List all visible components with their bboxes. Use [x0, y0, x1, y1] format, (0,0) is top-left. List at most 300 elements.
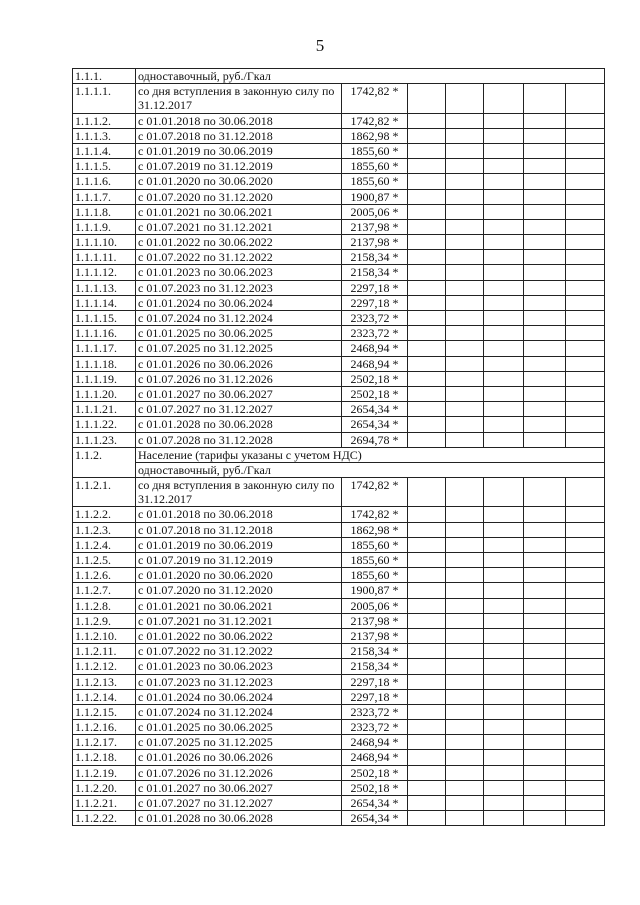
empty-cell: [408, 84, 446, 113]
empty-cell: [446, 326, 484, 341]
empty-cell: [566, 84, 605, 113]
empty-cell: [408, 507, 446, 522]
empty-cell: [408, 143, 446, 158]
empty-cell: [566, 780, 605, 795]
empty-cell: [408, 326, 446, 341]
empty-cell: [408, 235, 446, 250]
empty-cell: [524, 522, 566, 537]
empty-cell: [566, 159, 605, 174]
tariff-value: 2137,98 *: [342, 613, 408, 628]
empty-cell: [484, 796, 524, 811]
empty-cell: [408, 537, 446, 552]
empty-cell: [566, 128, 605, 143]
table-row: [73, 537, 605, 552]
empty-cell: [408, 689, 446, 704]
table-row: [73, 386, 605, 401]
item-code: 1.1.2.5.: [73, 553, 136, 568]
table-row: [73, 507, 605, 522]
table-row: [73, 613, 605, 628]
validity-period: с 01.07.2026 по 31.12.2026: [136, 371, 342, 386]
empty-cell: [566, 356, 605, 371]
table-row: [73, 341, 605, 356]
validity-period: с 01.01.2022 по 30.06.2022: [136, 628, 342, 643]
empty-cell: [566, 704, 605, 719]
empty-cell: [408, 295, 446, 310]
empty-cell: [566, 568, 605, 583]
tariff-value: 2654,34 *: [342, 796, 408, 811]
empty-cell: [484, 159, 524, 174]
item-code: 1.1.2.9.: [73, 613, 136, 628]
empty-cell: [446, 128, 484, 143]
validity-period: с 01.01.2025 по 30.06.2025: [136, 326, 342, 341]
empty-cell: [566, 295, 605, 310]
tariff-table-body: [73, 69, 605, 826]
validity-period: с 01.07.2023 по 31.12.2023: [136, 280, 342, 295]
validity-period: с 01.01.2024 по 30.06.2024: [136, 689, 342, 704]
group-code: 1.1.2.: [73, 447, 136, 477]
page-number: 5: [315, 36, 325, 55]
empty-cell: [484, 478, 524, 507]
empty-cell: [566, 204, 605, 219]
empty-cell: [446, 386, 484, 401]
empty-cell: [524, 568, 566, 583]
empty-cell: [446, 432, 484, 447]
empty-cell: [408, 598, 446, 613]
empty-cell: [566, 219, 605, 234]
validity-period: со дня вступления в законную силу по 31.12.2017: [136, 84, 342, 113]
tariff-value: 2502,18 *: [342, 386, 408, 401]
empty-cell: [484, 735, 524, 750]
tariff-value: 2323,72 *: [342, 720, 408, 735]
table-row: [73, 311, 605, 326]
empty-cell: [408, 674, 446, 689]
empty-cell: [408, 704, 446, 719]
tariff-value: 2323,72 *: [342, 311, 408, 326]
empty-cell: [524, 735, 566, 750]
validity-period: с 01.07.2022 по 31.12.2022: [136, 644, 342, 659]
empty-cell: [524, 84, 566, 113]
empty-cell: [408, 613, 446, 628]
empty-cell: [524, 750, 566, 765]
item-code: 1.1.2.6.: [73, 568, 136, 583]
item-code: 1.1.2.15.: [73, 704, 136, 719]
empty-cell: [446, 750, 484, 765]
validity-period: с 01.07.2024 по 31.12.2024: [136, 311, 342, 326]
empty-cell: [446, 674, 484, 689]
empty-cell: [446, 143, 484, 158]
validity-period: с 01.07.2025 по 31.12.2025: [136, 735, 342, 750]
tariff-value: 2297,18 *: [342, 295, 408, 310]
item-code: 1.1.2.19.: [73, 765, 136, 780]
empty-cell: [484, 553, 524, 568]
tariff-value: 1855,60 *: [342, 159, 408, 174]
empty-cell: [446, 174, 484, 189]
empty-cell: [408, 796, 446, 811]
empty-cell: [484, 219, 524, 234]
table-row: [73, 432, 605, 447]
section-code: 1.1.1.: [73, 69, 136, 84]
group-title: Население (тарифы указаны с учетом НДС): [136, 447, 605, 462]
empty-cell: [446, 628, 484, 643]
empty-cell: [524, 235, 566, 250]
tariff-value: 1862,98 *: [342, 522, 408, 537]
empty-cell: [484, 780, 524, 795]
empty-cell: [408, 583, 446, 598]
empty-cell: [566, 537, 605, 552]
validity-period: с 01.07.2026 по 31.12.2026: [136, 765, 342, 780]
empty-cell: [524, 219, 566, 234]
validity-period: с 01.01.2028 по 30.06.2028: [136, 811, 342, 826]
table-row: [73, 553, 605, 568]
empty-cell: [524, 780, 566, 795]
empty-cell: [524, 478, 566, 507]
empty-cell: [566, 750, 605, 765]
item-code: 1.1.1.17.: [73, 341, 136, 356]
item-code: 1.1.1.8.: [73, 204, 136, 219]
table-row: [73, 235, 605, 250]
tariff-value: 2137,98 *: [342, 219, 408, 234]
empty-cell: [484, 356, 524, 371]
empty-cell: [524, 628, 566, 643]
tariff-value: 2297,18 *: [342, 280, 408, 295]
empty-cell: [524, 583, 566, 598]
empty-cell: [446, 598, 484, 613]
empty-cell: [446, 553, 484, 568]
tariff-value: 1855,60 *: [342, 553, 408, 568]
table-row: [73, 265, 605, 280]
table-row: [73, 765, 605, 780]
table-row: [73, 174, 605, 189]
table-row: [73, 674, 605, 689]
empty-cell: [566, 432, 605, 447]
item-code: 1.1.1.21.: [73, 402, 136, 417]
empty-cell: [408, 113, 446, 128]
empty-cell: [524, 402, 566, 417]
empty-cell: [408, 265, 446, 280]
empty-cell: [408, 659, 446, 674]
empty-cell: [446, 417, 484, 432]
tariff-value: 1855,60 *: [342, 174, 408, 189]
empty-cell: [446, 537, 484, 552]
tariff-value: 2158,34 *: [342, 659, 408, 674]
validity-period: с 01.01.2018 по 30.06.2018: [136, 113, 342, 128]
validity-period: с 01.07.2018 по 31.12.2018: [136, 128, 342, 143]
tariff-value: 2502,18 *: [342, 765, 408, 780]
tariff-value: 1855,60 *: [342, 143, 408, 158]
item-code: 1.1.1.6.: [73, 174, 136, 189]
empty-cell: [524, 553, 566, 568]
validity-period: с 01.07.2028 по 31.12.2028: [136, 432, 342, 447]
table-row: [73, 84, 605, 113]
empty-cell: [446, 219, 484, 234]
empty-cell: [408, 553, 446, 568]
table-row: [73, 644, 605, 659]
empty-cell: [484, 659, 524, 674]
empty-cell: [566, 674, 605, 689]
table-row: [73, 720, 605, 735]
empty-cell: [566, 326, 605, 341]
empty-cell: [566, 311, 605, 326]
validity-period: с 01.07.2021 по 31.12.2021: [136, 613, 342, 628]
empty-cell: [408, 811, 446, 826]
validity-period: с 01.01.2021 по 30.06.2021: [136, 598, 342, 613]
empty-cell: [408, 128, 446, 143]
table-row: [73, 402, 605, 417]
item-code: 1.1.2.18.: [73, 750, 136, 765]
empty-cell: [484, 417, 524, 432]
table-row: [73, 295, 605, 310]
empty-cell: [446, 356, 484, 371]
validity-period: с 01.01.2021 по 30.06.2021: [136, 204, 342, 219]
empty-cell: [566, 613, 605, 628]
item-code: 1.1.1.3.: [73, 128, 136, 143]
empty-cell: [446, 113, 484, 128]
group-subtitle-row: [73, 462, 605, 477]
empty-cell: [408, 720, 446, 735]
validity-period: с 01.01.2022 по 30.06.2022: [136, 235, 342, 250]
validity-period: со дня вступления в законную силу по 31.12.2017: [136, 478, 342, 507]
table-row: [73, 689, 605, 704]
empty-cell: [446, 371, 484, 386]
empty-cell: [524, 674, 566, 689]
empty-cell: [566, 796, 605, 811]
empty-cell: [566, 507, 605, 522]
item-code: 1.1.1.9.: [73, 219, 136, 234]
item-code: 1.1.1.7.: [73, 189, 136, 204]
empty-cell: [408, 644, 446, 659]
empty-cell: [446, 689, 484, 704]
empty-cell: [446, 720, 484, 735]
empty-cell: [524, 356, 566, 371]
table-row: [73, 371, 605, 386]
validity-period: с 01.07.2027 по 31.12.2027: [136, 796, 342, 811]
empty-cell: [524, 250, 566, 265]
empty-cell: [484, 265, 524, 280]
empty-cell: [446, 613, 484, 628]
empty-cell: [484, 750, 524, 765]
tariff-value: 2158,34 *: [342, 250, 408, 265]
tariff-value: 2468,94 *: [342, 341, 408, 356]
empty-cell: [446, 659, 484, 674]
empty-cell: [484, 644, 524, 659]
table-row: [73, 326, 605, 341]
tariff-table: [72, 68, 605, 826]
tariff-value: 1742,82 *: [342, 113, 408, 128]
group-subtitle: одноставочный, руб./Гкал: [136, 462, 605, 477]
table-row: [73, 417, 605, 432]
table-row: [73, 796, 605, 811]
validity-period: с 01.01.2027 по 30.06.2027: [136, 386, 342, 401]
empty-cell: [484, 174, 524, 189]
empty-cell: [408, 250, 446, 265]
empty-cell: [524, 341, 566, 356]
empty-cell: [524, 507, 566, 522]
table-row: [73, 128, 605, 143]
tariff-value: 1742,82 *: [342, 84, 408, 113]
empty-cell: [408, 478, 446, 507]
empty-cell: [446, 735, 484, 750]
item-code: 1.1.1.4.: [73, 143, 136, 158]
tariff-value: 1862,98 *: [342, 128, 408, 143]
tariff-value: 2158,34 *: [342, 265, 408, 280]
tariff-value: 2654,34 *: [342, 811, 408, 826]
empty-cell: [484, 204, 524, 219]
validity-period: с 01.07.2025 по 31.12.2025: [136, 341, 342, 356]
tariff-value: 2502,18 *: [342, 780, 408, 795]
item-code: 1.1.2.22.: [73, 811, 136, 826]
empty-cell: [566, 250, 605, 265]
empty-cell: [566, 235, 605, 250]
empty-cell: [524, 720, 566, 735]
tariff-value: 2654,34 *: [342, 402, 408, 417]
empty-cell: [408, 735, 446, 750]
empty-cell: [446, 796, 484, 811]
empty-cell: [484, 341, 524, 356]
empty-cell: [484, 522, 524, 537]
table-row: [73, 356, 605, 371]
empty-cell: [484, 189, 524, 204]
validity-period: с 01.01.2019 по 30.06.2019: [136, 537, 342, 552]
empty-cell: [566, 553, 605, 568]
validity-period: с 01.01.2018 по 30.06.2018: [136, 507, 342, 522]
table-row: [73, 280, 605, 295]
section-row: [73, 69, 605, 84]
table-row: [73, 704, 605, 719]
empty-cell: [484, 613, 524, 628]
empty-cell: [566, 720, 605, 735]
empty-cell: [524, 113, 566, 128]
empty-cell: [408, 204, 446, 219]
empty-cell: [484, 326, 524, 341]
item-code: 1.1.1.5.: [73, 159, 136, 174]
item-code: 1.1.2.7.: [73, 583, 136, 598]
empty-cell: [484, 811, 524, 826]
empty-cell: [408, 780, 446, 795]
table-row: [73, 811, 605, 826]
empty-cell: [446, 402, 484, 417]
empty-cell: [524, 371, 566, 386]
empty-cell: [566, 417, 605, 432]
empty-cell: [408, 189, 446, 204]
empty-cell: [524, 417, 566, 432]
tariff-value: 2297,18 *: [342, 674, 408, 689]
empty-cell: [484, 507, 524, 522]
empty-cell: [484, 311, 524, 326]
item-code: 1.1.2.14.: [73, 689, 136, 704]
empty-cell: [484, 537, 524, 552]
empty-cell: [524, 265, 566, 280]
item-code: 1.1.2.4.: [73, 537, 136, 552]
tariff-value: 1742,82 *: [342, 478, 408, 507]
empty-cell: [566, 189, 605, 204]
group-row: [73, 447, 605, 462]
table-row: [73, 735, 605, 750]
table-row: [73, 204, 605, 219]
empty-cell: [408, 371, 446, 386]
validity-period: с 01.01.2020 по 30.06.2020: [136, 568, 342, 583]
table-row: [73, 659, 605, 674]
empty-cell: [566, 628, 605, 643]
empty-cell: [566, 735, 605, 750]
item-code: 1.1.2.3.: [73, 522, 136, 537]
tariff-value: 2502,18 *: [342, 371, 408, 386]
empty-cell: [484, 583, 524, 598]
empty-cell: [566, 811, 605, 826]
empty-cell: [566, 478, 605, 507]
empty-cell: [446, 84, 484, 113]
item-code: 1.1.2.17.: [73, 735, 136, 750]
empty-cell: [408, 432, 446, 447]
empty-cell: [408, 174, 446, 189]
empty-cell: [524, 704, 566, 719]
item-code: 1.1.2.8.: [73, 598, 136, 613]
validity-period: с 01.01.2027 по 30.06.2027: [136, 780, 342, 795]
table-row: [73, 478, 605, 507]
empty-cell: [524, 644, 566, 659]
section-title: одноставочный, руб./Гкал: [136, 69, 605, 84]
item-code: 1.1.1.18.: [73, 356, 136, 371]
empty-cell: [408, 386, 446, 401]
empty-cell: [408, 356, 446, 371]
tariff-value: 1742,82 *: [342, 507, 408, 522]
table-row: [73, 159, 605, 174]
tariff-value: 2654,34 *: [342, 417, 408, 432]
item-code: 1.1.1.20.: [73, 386, 136, 401]
empty-cell: [446, 704, 484, 719]
empty-cell: [566, 113, 605, 128]
empty-cell: [408, 402, 446, 417]
item-code: 1.1.2.20.: [73, 780, 136, 795]
validity-period: с 01.07.2023 по 31.12.2023: [136, 674, 342, 689]
tariff-value: 2323,72 *: [342, 326, 408, 341]
validity-period: с 01.07.2022 по 31.12.2022: [136, 250, 342, 265]
item-code: 1.1.1.23.: [73, 432, 136, 447]
empty-cell: [524, 143, 566, 158]
tariff-value: 2005,06 *: [342, 204, 408, 219]
table-row: [73, 113, 605, 128]
empty-cell: [484, 432, 524, 447]
validity-period: с 01.07.2020 по 31.12.2020: [136, 189, 342, 204]
empty-cell: [566, 265, 605, 280]
empty-cell: [484, 84, 524, 113]
empty-cell: [484, 628, 524, 643]
validity-period: с 01.01.2028 по 30.06.2028: [136, 417, 342, 432]
item-code: 1.1.2.11.: [73, 644, 136, 659]
tariff-value: 2468,94 *: [342, 750, 408, 765]
validity-period: с 01.01.2023 по 30.06.2023: [136, 265, 342, 280]
empty-cell: [566, 583, 605, 598]
empty-cell: [484, 143, 524, 158]
tariff-value: 1855,60 *: [342, 568, 408, 583]
empty-cell: [524, 765, 566, 780]
table-row: [73, 598, 605, 613]
tariff-value: 1855,60 *: [342, 537, 408, 552]
empty-cell: [524, 613, 566, 628]
item-code: 1.1.2.21.: [73, 796, 136, 811]
tariff-value: 1900,87 *: [342, 583, 408, 598]
empty-cell: [484, 113, 524, 128]
tariff-value: 1900,87 *: [342, 189, 408, 204]
empty-cell: [446, 311, 484, 326]
item-code: 1.1.1.22.: [73, 417, 136, 432]
empty-cell: [524, 386, 566, 401]
validity-period: с 01.07.2024 по 31.12.2024: [136, 704, 342, 719]
table-row: [73, 189, 605, 204]
empty-cell: [446, 780, 484, 795]
table-row: [73, 583, 605, 598]
empty-cell: [484, 720, 524, 735]
empty-cell: [566, 402, 605, 417]
